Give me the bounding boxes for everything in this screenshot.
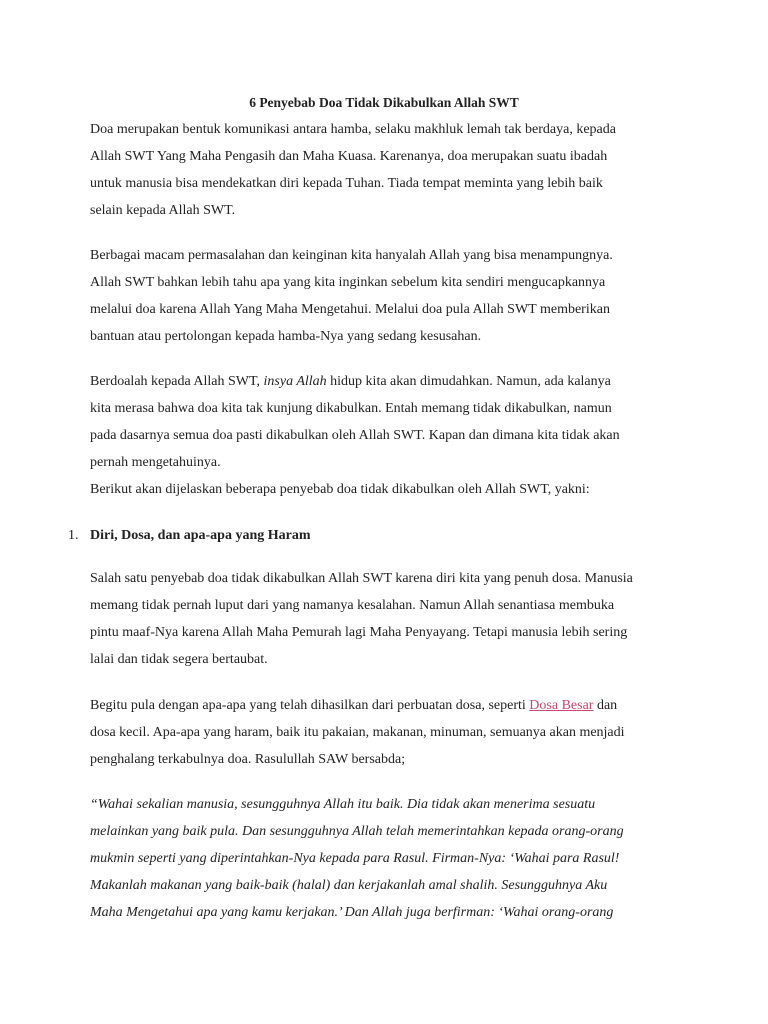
paragraph-dosa: [90, 565, 690, 673]
text-line: [90, 692, 690, 719]
text-line: Salah satu penyebab doa tidak dikabulkan Allah SWT karena diri kita yang penuh dosa. Manusia: [90, 571, 633, 586]
paragraph-haram: [90, 692, 690, 773]
document-title: 6 Penyebab Doa Tidak Dikabulkan Allah SWT: [249, 95, 519, 110]
text-segment: Begitu pula dengan apa-apa yang telah dihasilkan dari perbuatan dosa, seperti: [90, 698, 530, 713]
text-line: Allah SWT bahkan lebih tahu apa yang kita inginkan sebelum kita sendiri mengucapkannya: [90, 275, 606, 290]
text-line: pada dasarnya semua doa pasti dikabulkan oleh Allah SWT. Kapan dan dimana kita tidak akan: [90, 428, 620, 443]
paragraph-intro: [90, 116, 690, 224]
text-line: lalai dan tidak segera bertaubat.: [90, 652, 268, 667]
text-line: Berbagai macam permasalahan dan keinginan kita hanyalah Allah yang bisa menampungnya.: [90, 248, 613, 263]
text-line: memang tidak pernah luput dari yang namanya kesalahan. Namun Allah senantiasa membuka: [90, 598, 615, 613]
text-line: [90, 368, 690, 395]
hadith-quote: [90, 791, 690, 926]
text-line: Berikut akan dijelaskan beberapa penyebab doa tidak dikabulkan oleh Allah SWT, yakni:: [90, 482, 590, 497]
text-segment: dan: [593, 698, 618, 713]
italic-phrase: insya Allah: [263, 374, 327, 389]
text-line: melalui doa karena Allah Yang Maha Mengetahui. Melalui doa pula Allah SWT memberikan: [90, 302, 610, 317]
quote-line: Maha Mengetahui apa yang kamu kerjakan.’ Dan Allah juga berfirman: ‘Wahai orang-orang: [90, 905, 614, 920]
text-line: pernah mengetahuinya.: [90, 455, 221, 470]
text-segment: Berdoalah kepada Allah SWT,: [90, 374, 264, 389]
quote-line: mukmin seperti yang diperintahkan-Nya kepada para Rasul. Firman-Nya: ‘Wahai para Rasul!: [90, 851, 620, 866]
quote-line: Makanlah makanan yang baik-baik (halal) dan kerjakanlah amal shalih. Sesungguhnya Aku: [90, 878, 608, 893]
text-line: pintu maaf-Nya karena Allah Maha Pemurah lagi Maha Penyayang. Tetapi manusia lebih sering: [90, 625, 628, 640]
quote-line: melainkan yang baik pula. Dan sesungguhnya Allah telah memerintahkan kepada orang-orang: [90, 824, 624, 839]
text-segment: hidup kita akan dimudahkan. Namun, ada kalanya: [326, 374, 611, 389]
paragraph-berdoalah: [90, 368, 690, 503]
list-heading: Diri, Dosa, dan apa-apa yang Haram: [90, 528, 311, 543]
text-line: dosa kecil. Apa-apa yang haram, baik itu pakaian, makanan, minuman, semuanya akan menjadi: [90, 725, 625, 740]
text-line: kita merasa bahwa doa kita tak kunjung dikabulkan. Entah memang tidak dikabulkan, namun: [90, 401, 612, 416]
list-number: 1.: [68, 528, 79, 543]
dosa-besar-link[interactable]: Dosa Besar: [529, 698, 594, 713]
text-line: untuk manusia bisa mendekatkan diri kepada Tuhan. Tiada tempat meminta yang lebih baik: [90, 176, 603, 191]
text-line: bantuan atau pertolongan kepada hamba-Nya yang sedang kesusahan.: [90, 329, 482, 344]
text-line: Allah SWT Yang Maha Pengasih dan Maha Kuasa. Karenanya, doa merupakan suatu ibadah: [90, 149, 608, 164]
text-line: penghalang terkabulnya doa. Rasulullah SAW bersabda;: [90, 752, 406, 767]
text-line: selain kepada Allah SWT.: [90, 203, 236, 218]
text-line: Doa merupakan bentuk komunikasi antara hamba, selaku makhluk lemah tak berdaya, kepada: [90, 122, 616, 137]
quote-line: “Wahai sekalian manusia, sesungguhnya Allah itu baik. Dia tidak akan menerima sesuatu: [90, 797, 596, 812]
paragraph-problems: [90, 242, 690, 350]
